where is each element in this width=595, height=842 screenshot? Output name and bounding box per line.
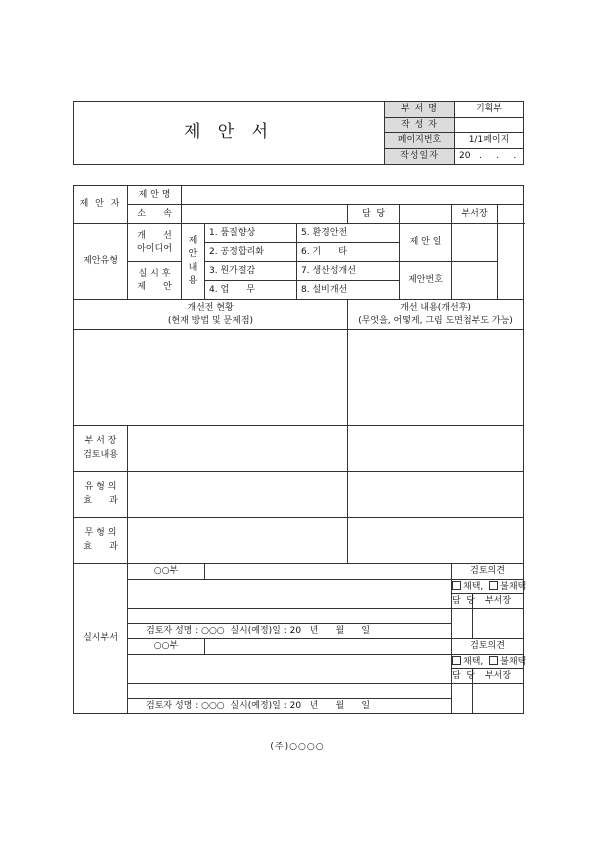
dept-field[interactable] (182, 205, 348, 224)
proposal-date-label: 제 안 일 (400, 224, 452, 262)
post-label: 실 시 후 제 안 (128, 262, 182, 300)
proposal-name-label: 제 안 명 (128, 186, 182, 205)
head-sign-field[interactable] (498, 205, 524, 224)
exec-dept-label: 실시부서 (74, 564, 128, 714)
header-value-date[interactable]: 20 . . . (455, 149, 524, 165)
adopt-checkbox[interactable] (452, 581, 461, 590)
header-table (73, 101, 524, 165)
header-label-dept: 부 서 명 (385, 102, 455, 118)
type-item-3[interactable]: 3. 원가절감 (205, 262, 297, 281)
after-status-title: 개선 내용(개선후) (400, 303, 471, 314)
reject-label: 불채택 (500, 581, 527, 592)
head-label: 부서장 (452, 205, 498, 224)
exec-dept-2-content-field[interactable] (128, 655, 452, 684)
type-item-7[interactable]: 7. 생산성개선 (297, 262, 400, 281)
idea-label: 개 선 아이디어 (128, 224, 182, 262)
exec-dept-2-name: ○○부 (128, 639, 205, 655)
head-review-after-field[interactable] (348, 426, 524, 472)
proposer-label: 제 안 자 (74, 186, 128, 224)
proposal-number-label: 제안번호 (400, 262, 452, 300)
exec-dept-2-decision[interactable] (452, 655, 527, 669)
exec-dept-1-content-field-2[interactable] (128, 609, 452, 624)
before-status-field[interactable] (74, 330, 348, 426)
exec-dept-1-name-field[interactable] (205, 564, 452, 580)
dept-label: 소 속 (128, 205, 182, 224)
type-item-2[interactable]: 2. 공정합리화 (205, 243, 297, 262)
head-review-before-field[interactable] (128, 426, 348, 472)
adopt-label: 채택, (463, 656, 484, 667)
exec-dept-1-decision[interactable] (452, 580, 527, 594)
exec-dept-1-signature: 검토자 성명 : ○○○ 실시(예정)일 : 20 년 월 일 (128, 624, 452, 639)
exec-dept-2-name-field[interactable] (205, 639, 452, 655)
proposal-number-field[interactable] (452, 262, 498, 300)
proposal-date-field[interactable] (452, 224, 498, 262)
exec-dept-1-name: ○○부 (128, 564, 205, 580)
exec-dept-1-head-sign[interactable] (473, 609, 524, 639)
exec-dept-1-manager-label: 담 당 (452, 594, 473, 609)
type-label: 제안유형 (74, 224, 128, 300)
exec-dept-1-opinion-label: 검토의견 (452, 564, 524, 580)
intangible-effect-after-field[interactable] (348, 518, 524, 564)
adopt-label: 채택, (463, 581, 484, 592)
exec-dept-2-head-sign[interactable] (473, 684, 524, 714)
intangible-effect-before-field[interactable] (128, 518, 348, 564)
exec-dept-1-content-field[interactable] (128, 580, 452, 609)
manager-label: 담 당 (348, 205, 400, 224)
exec-dept-2-opinion-label: 검토의견 (452, 639, 524, 655)
exec-dept-1-head-label: 부서장 (473, 594, 524, 609)
company-footer: (주)○○○○ (270, 742, 325, 752)
type-item-1[interactable]: 1. 품질향상 (205, 224, 297, 243)
exec-dept-1-manager-sign[interactable] (452, 609, 473, 639)
reject-checkbox[interactable] (489, 656, 498, 665)
proposal-name-field[interactable] (182, 186, 524, 205)
exec-dept-2-manager-sign[interactable] (452, 684, 473, 714)
header-value-dept[interactable]: 기획부 (455, 102, 524, 118)
after-status-header (348, 300, 524, 330)
before-status-sub: (현재 방법 및 문제점) (167, 315, 254, 326)
tangible-effect-before-field[interactable] (128, 472, 348, 518)
type-item-5[interactable]: 5. 환경안전 (297, 224, 400, 243)
exec-dept-2-signature: 검토자 성명 : ○○○ 실시(예정)일 : 20 년 월 일 (128, 699, 452, 714)
after-status-sub: (무엇을, 어떻게, 그림 도면첨부도 가능) (358, 315, 513, 326)
header-value-author[interactable] (455, 118, 524, 133)
header-label-page: 페이지번호 (385, 133, 455, 149)
after-status-field[interactable] (348, 330, 524, 426)
reject-label: 불채택 (500, 656, 527, 667)
head-review-label: 부 서 장 검토내용 (74, 426, 128, 472)
type-item-4[interactable]: 4. 업 무 (205, 281, 297, 300)
type-item-8[interactable]: 8. 설비개선 (297, 281, 400, 300)
reject-checkbox[interactable] (489, 581, 498, 590)
exec-dept-2-head-label: 부서장 (473, 669, 524, 684)
exec-dept-2-content-field-2[interactable] (128, 684, 452, 699)
manager-sign-field[interactable] (400, 205, 452, 224)
tangible-effect-label: 유 형 의 효 과 (74, 472, 128, 518)
intangible-effect-label: 무 형 의 효 과 (74, 518, 128, 564)
exec-dept-2-manager-label: 담 당 (452, 669, 473, 684)
content-label: 제 안 내 용 (182, 224, 205, 300)
before-status-header (74, 300, 348, 330)
header-value-page[interactable]: 1/1페이지 (455, 133, 524, 149)
before-status-title: 개선전 현황 (187, 303, 234, 314)
adopt-checkbox[interactable] (452, 656, 461, 665)
header-label-date: 작성일자 (385, 149, 455, 165)
type-item-6[interactable]: 6. 기 타 (297, 243, 400, 262)
tangible-effect-after-field[interactable] (348, 472, 524, 518)
header-label-author: 작 성 자 (385, 118, 455, 133)
proposal-form (73, 185, 527, 714)
document-title: 제 안 서 (74, 102, 385, 165)
